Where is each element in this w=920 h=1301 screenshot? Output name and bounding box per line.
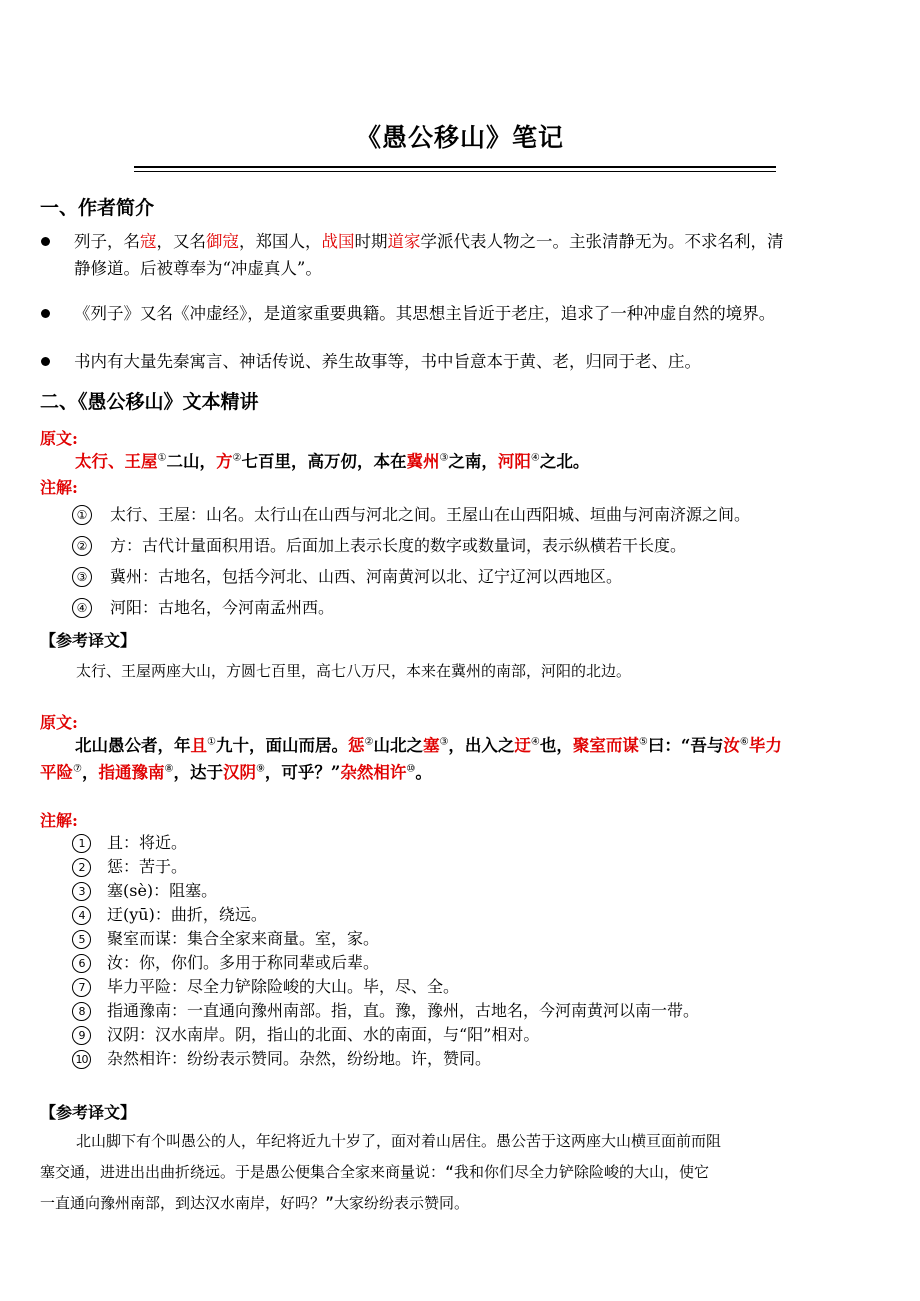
red-term: 御寇 (206, 232, 239, 251)
note-item (72, 1023, 539, 1047)
note-text: 太行、王屋：山名。太行山在山西与河北之间。王屋山在山西阳城、垣曲与河南济源之间。 (110, 505, 751, 524)
red-term: 毕力 (748, 736, 782, 755)
note-text: 且：将近。 (107, 833, 188, 852)
note-item (72, 975, 459, 999)
translation-2-line1: 北山脚下有个叫愚公的人，年纪将近九十岁了，面对着山居住。愚公苦于这两座大山横亘面前而阻 (76, 1132, 722, 1150)
red-term: 战国 (321, 232, 355, 251)
bullet-author-line1 (74, 228, 784, 256)
footnote-mark: ⑤ (638, 736, 648, 748)
note-number: 1 (72, 834, 91, 853)
footnote-mark: ⑦ (73, 763, 82, 775)
footnote-mark: ③ (439, 736, 449, 748)
red-term: 寇 (140, 232, 157, 251)
note-item (72, 596, 334, 620)
original-label: 原文: (40, 713, 78, 732)
note-number: 7 (72, 978, 91, 997)
note-number: 6 (72, 954, 91, 973)
title-rule-thick (134, 166, 776, 168)
note-item (72, 503, 750, 527)
note-item (72, 831, 187, 855)
text: ， (81, 763, 99, 782)
note-item (72, 1047, 491, 1071)
note-text: 杂然相许：纷纷表示赞同。杂然，纷纷地。许，赞同。 (107, 1049, 492, 1068)
notes-label: 注解: (40, 478, 78, 497)
translation-2-line3: 一直通向豫州南部，到达汉水南岸，好吗？”大家纷纷表示赞同。 (40, 1194, 470, 1212)
note-number: 2 (72, 858, 91, 877)
note-number: ② (72, 536, 92, 556)
red-term: 塞 (422, 736, 440, 755)
note-text: 指通豫南：一直通向豫州南部。指，直。豫，豫州，古地名，今河南黄河以南一带。 (107, 1001, 700, 1020)
page-title: 《愚公移山》笔记 (355, 123, 564, 152)
note-number: 8 (72, 1002, 91, 1021)
note-number: 4 (72, 906, 91, 925)
bullet-dot (41, 357, 50, 366)
note-text: 河阳：古地名，今河南孟州西。 (110, 598, 335, 617)
red-term: 平险 (40, 763, 73, 782)
text: 时期 (354, 232, 388, 251)
note-text: 冀州：古地名，包括今河北、山西、河南黄河以北、辽宁辽河以西地区。 (110, 567, 623, 586)
text: ，又名 (156, 232, 206, 251)
note-number: ③ (72, 567, 92, 587)
bullet-dot (41, 237, 50, 246)
footnote-mark: ④ (530, 736, 540, 748)
original-label: 原文: (40, 429, 78, 448)
footnote-mark: ⑨ (255, 763, 265, 775)
text: 之南， (448, 452, 498, 471)
notes-label: 注解: (40, 811, 78, 830)
note-item (72, 903, 267, 927)
note-number: ④ (72, 598, 92, 618)
footnote-mark: ① (207, 736, 216, 748)
note-item (72, 534, 686, 558)
footnote-mark: ② (232, 452, 242, 464)
note-number: ① (72, 505, 92, 525)
original-text-2-line2 (40, 758, 432, 787)
text: ，郑国人， (239, 232, 322, 251)
note-number: 10 (72, 1050, 91, 1069)
red-term: 太行、王屋 (75, 452, 158, 471)
translation-1: 太行、王屋两座大山，方圆七百里，高七八万尺，本来在冀州的南部，河阳的北边。 (76, 662, 632, 680)
text: 山北之 (373, 736, 423, 755)
note-text: 聚室而谋：集合全家来商量。室，家。 (107, 929, 380, 948)
reference-label: 【参考译文】 (40, 631, 137, 650)
note-number: 3 (72, 882, 91, 901)
text: 北山愚公者，年 (75, 736, 191, 755)
note-text: 塞(sè)：阻塞。 (107, 881, 218, 900)
note-item (72, 951, 379, 975)
footnote-mark: ⑥ (739, 736, 749, 748)
red-term: 迂 (514, 736, 531, 755)
title-rule-thin (134, 171, 776, 172)
red-term: 汉阴 (222, 763, 256, 782)
red-term: 汝 (723, 736, 740, 755)
bullet-author-line2: 静修道。后被尊奉为“冲虚真人”。 (74, 259, 322, 278)
bullet-dot (41, 309, 50, 318)
red-term: 冀州 (406, 452, 440, 471)
red-term: 河阳 (497, 452, 531, 471)
original-text-2-line1 (75, 731, 782, 760)
red-term: 聚室而谋 (572, 736, 639, 755)
text: 。 (415, 763, 432, 782)
red-term: 指通豫南 (98, 763, 165, 782)
red-term: 惩 (347, 736, 365, 755)
text: 曰：“吾与 (647, 736, 724, 755)
note-text: 迂(yū)：曲折，绕远。 (107, 905, 267, 924)
footnote-mark: ② (364, 736, 374, 748)
note-text: 毕力平险：尽全力铲除险峻的大山。毕，尽、全。 (107, 977, 460, 996)
text: 七百里，高万仞，本在 (241, 452, 407, 471)
red-term: 道家 (387, 232, 421, 251)
note-item (72, 565, 622, 589)
footnote-mark: ① (157, 452, 167, 464)
section-heading-author: 一、作者简介 (40, 197, 155, 219)
red-term: 且 (190, 736, 207, 755)
translation-2-line2: 塞交通，进进出出曲折绕远。于是愚公便集合全家来商量说：“我和你们尽全力铲除险峻的大山，使它 (40, 1163, 710, 1181)
note-text: 惩：苦于。 (107, 857, 188, 876)
red-term: 杂然相许 (340, 763, 407, 782)
section-heading-text: 二、《愚公移山》文本精讲 (40, 391, 259, 413)
text: ，可乎？” (264, 763, 341, 782)
note-item (72, 855, 187, 879)
bullet-book: 《列子》又名《冲虚经》，是道家重要典籍。其思想主旨近于老庄，追求了一种冲虚自然的境界。 (74, 304, 776, 323)
red-term: 方 (215, 452, 233, 471)
footnote-mark: ③ (439, 452, 449, 464)
text: 也， (539, 736, 573, 755)
original-text-1 (75, 447, 589, 476)
text: ，出入之 (448, 736, 515, 755)
text: 九十，面山而居。 (215, 736, 348, 755)
footnote-mark: ⑩ (406, 763, 416, 775)
note-item (72, 999, 699, 1023)
note-number: 5 (72, 930, 91, 949)
note-number: 9 (72, 1026, 91, 1045)
text: ，达于 (173, 763, 223, 782)
note-item (72, 879, 217, 903)
note-text: 汉阴：汉水南岸。阴，指山的北面、水的南面，与“阳”相对。 (107, 1025, 540, 1044)
reference-label: 【参考译文】 (40, 1103, 137, 1122)
text: 二山， (166, 452, 216, 471)
text: 学派代表人物之一。主张清静无为。不求名利，清 (420, 232, 784, 251)
text: 之北。 (539, 452, 590, 471)
text: 列子，名 (74, 232, 140, 251)
note-text: 汝：你，你们。多用于称同辈或后辈。 (107, 953, 380, 972)
bullet-contents: 书内有大量先秦寓言、神话传说、养生故事等，书中旨意本于黄、老，归同于老、庄。 (74, 352, 701, 371)
footnote-mark: ④ (530, 452, 540, 464)
note-item (72, 927, 379, 951)
note-text: 方：古代计量面积用语。后面加上表示长度的数字或数量词，表示纵横若干长度。 (110, 536, 687, 555)
footnote-mark: ⑧ (164, 763, 174, 775)
